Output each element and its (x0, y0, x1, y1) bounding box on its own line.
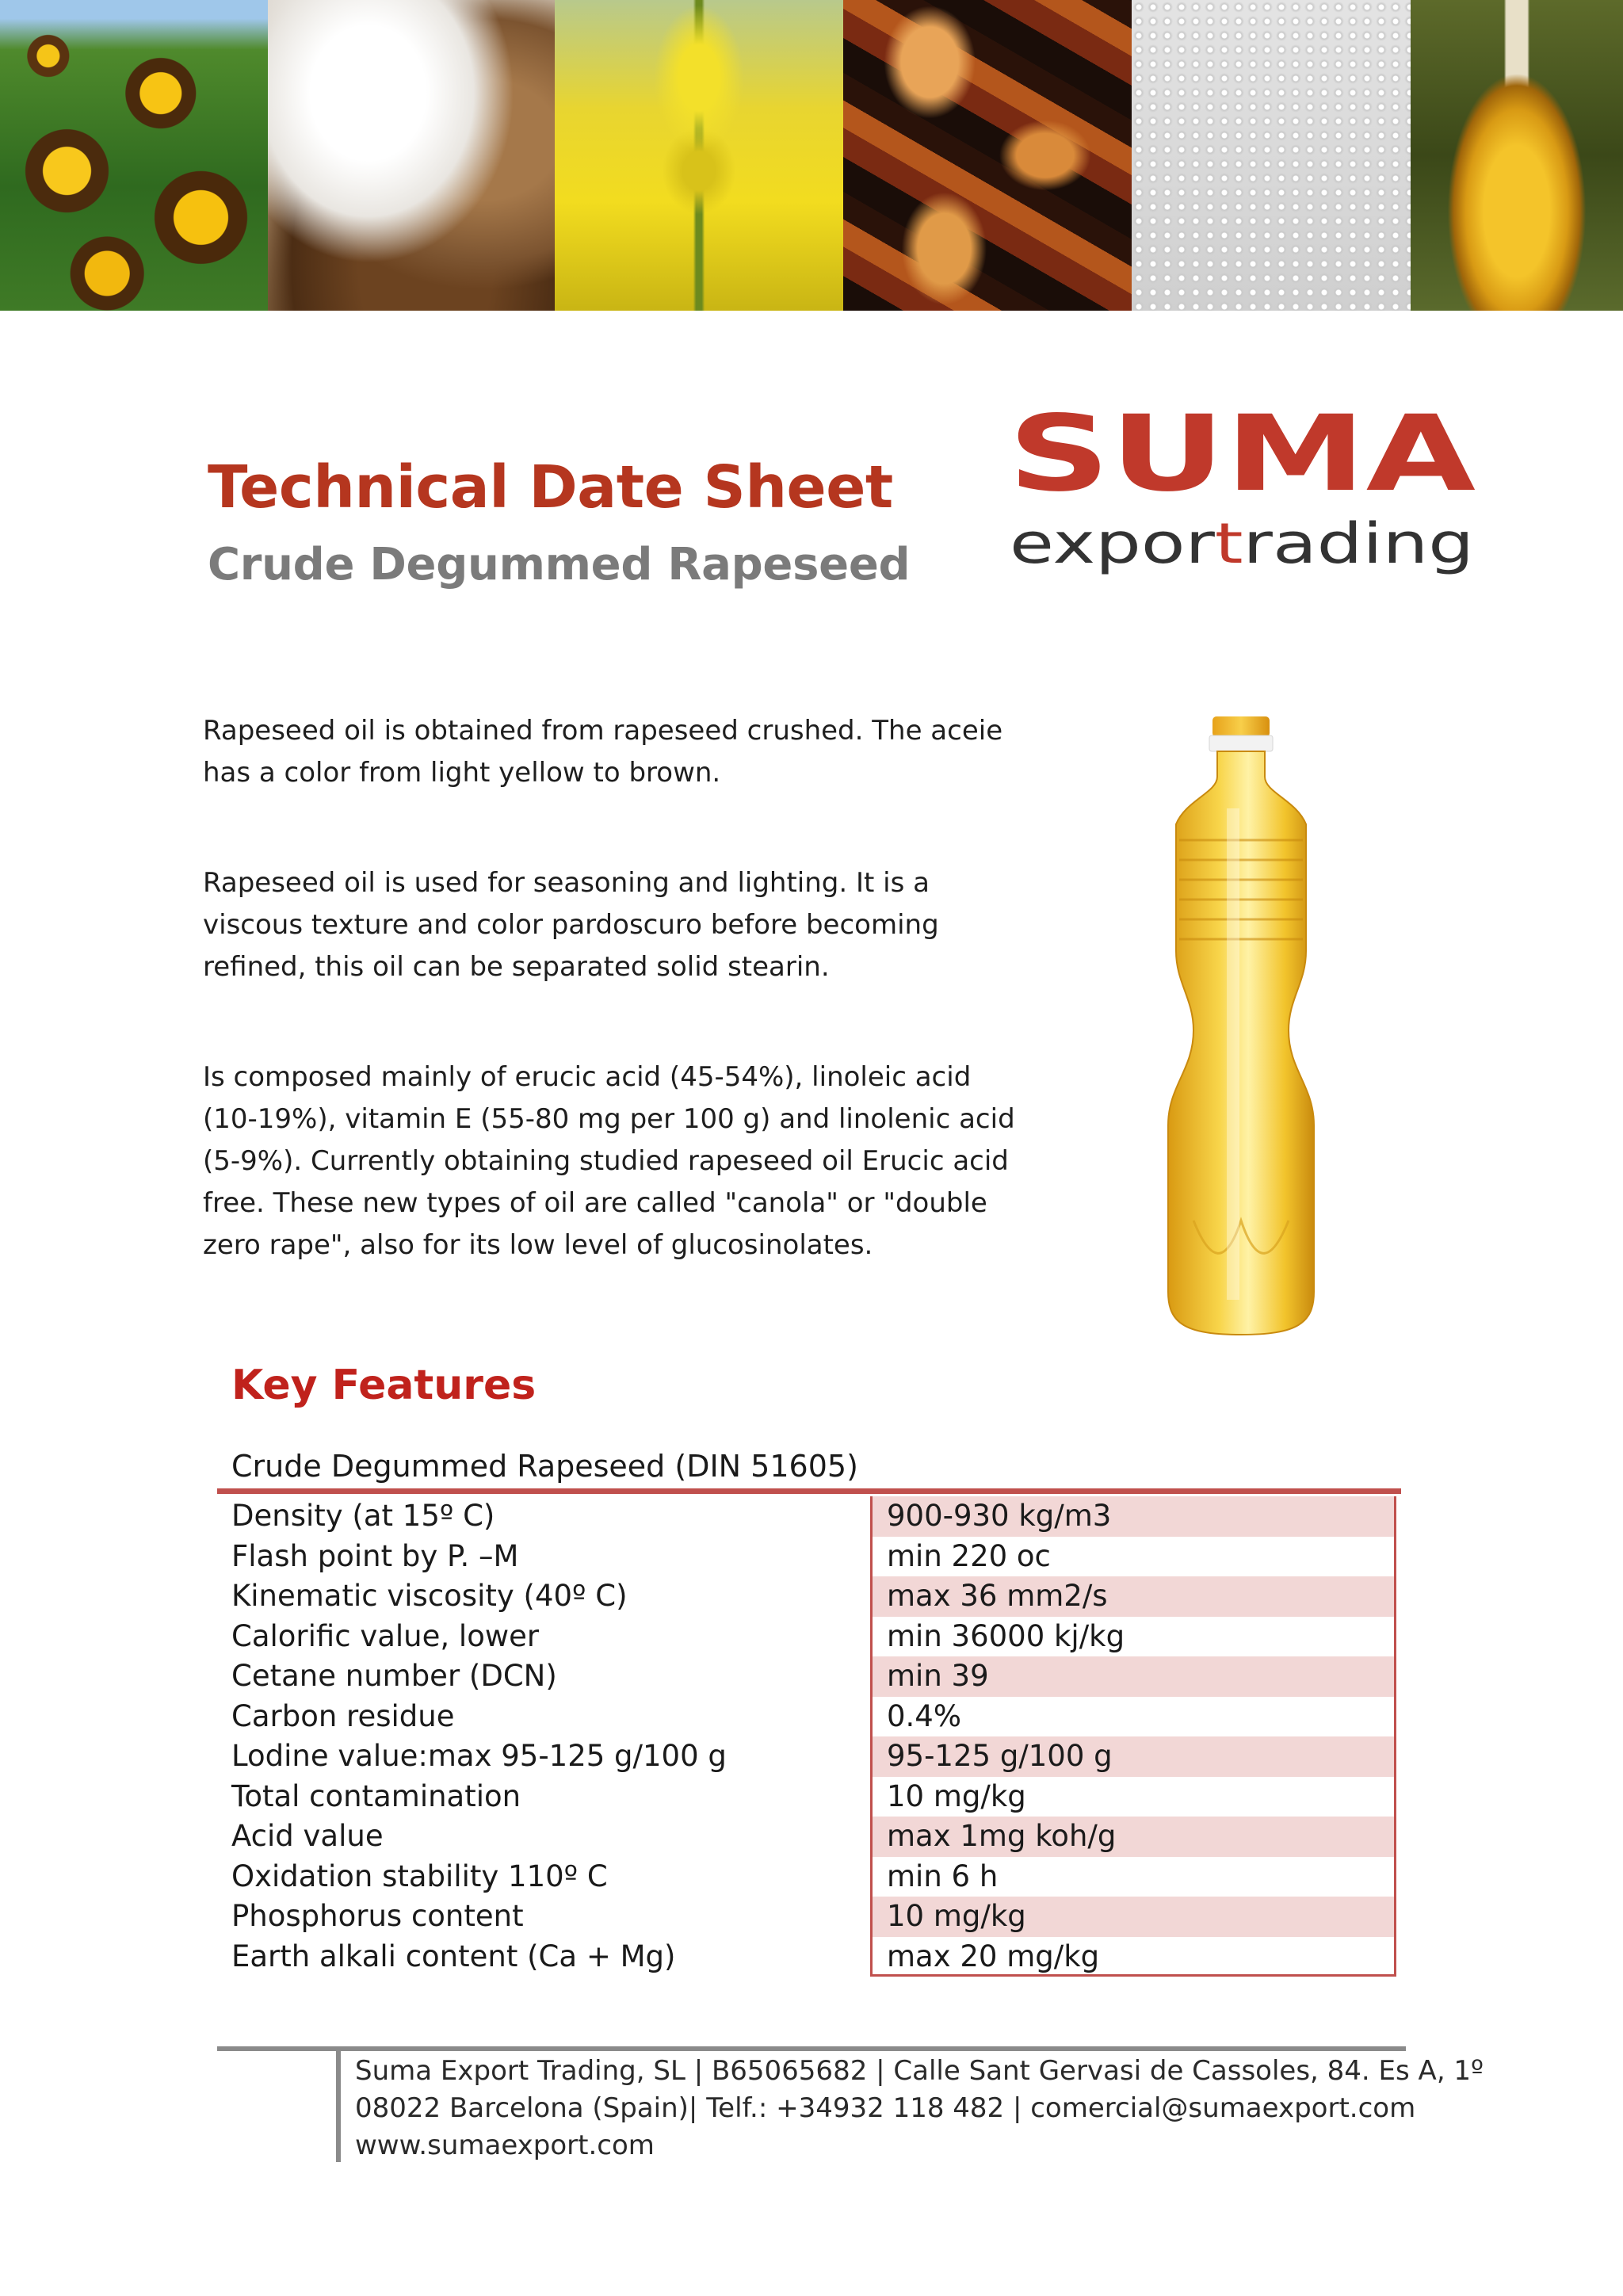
spec-value: max 20 mg/kg (870, 1937, 1396, 1977)
spec-label: Flash point by P. –M (231, 1538, 519, 1573)
description-paragraph: Rapeseed oil is obtained from rapeseed crushed. The aceie has a color from light yellow to brown. (203, 715, 1003, 789)
logo-tagline-part2: rading (1243, 511, 1421, 576)
sugar-and-flour-photo (268, 0, 555, 311)
spec-value: min 220 oc (870, 1537, 1396, 1577)
document-subtitle: Crude Degummed Rapeseed (208, 539, 911, 590)
spec-label: Lodine value:max 95-125 g/100 g (231, 1739, 727, 1773)
spec-value: 900-930 kg/m3 (870, 1496, 1396, 1537)
table-row (217, 1656, 1396, 1697)
spec-label: Earth alkali content (Ca + Mg) (231, 1939, 676, 1973)
table-row (217, 1857, 1396, 1897)
logo-tagline (1010, 511, 1474, 576)
spec-value: min 39 (870, 1656, 1396, 1697)
spec-value: min 36000 kj/kg (870, 1617, 1396, 1657)
spec-label: Total contamination (231, 1778, 521, 1813)
spec-value: 10 mg/kg (870, 1897, 1396, 1937)
company-footer (355, 2053, 1484, 2164)
logo-brand-text: SUMA (1008, 396, 1476, 515)
spec-value: 0.4% (870, 1697, 1396, 1737)
table-row (217, 1496, 1396, 1537)
logo-tagline-part1: expor (1010, 511, 1168, 576)
table-row (217, 1617, 1396, 1657)
spec-value: max 1mg koh/g (870, 1817, 1396, 1857)
rapeseed-flowers-photo (555, 0, 843, 311)
description-paragraph: Rapeseed oil is used for seasoning and lighting. It is a viscous texture and color pardoscuro before becoming refined, this oil can be separated solid stearin. (203, 867, 939, 983)
footer-company-line: Suma Export Trading, SL | B65065682 | Calle Sant Gervasi de Cassoles, 84. Es A, 1º (355, 2055, 1484, 2087)
document-title: Technical Date Sheet (208, 453, 893, 521)
specifications-table (217, 1496, 1396, 1977)
sunflowers-photo (0, 0, 268, 311)
spec-label: Phosphorus content (231, 1899, 524, 1933)
footer-vertical-rule (336, 2051, 341, 2162)
spec-label: Acid value (231, 1819, 384, 1853)
oil-barrels-photo (843, 0, 1132, 311)
spec-label: Carbon residue (231, 1698, 455, 1733)
oil-flask-photo (1411, 0, 1623, 311)
table-row (217, 1736, 1396, 1777)
table-row (217, 1897, 1396, 1937)
oil-bottle-photo (1138, 713, 1344, 1339)
table-row (217, 1777, 1396, 1817)
spec-label: Kinematic viscosity (40º C) (231, 1579, 628, 1613)
specifications-caption: Crude Degummed Rapeseed (DIN 51605) (231, 1449, 858, 1484)
table-row (217, 1576, 1396, 1617)
spec-value: 95-125 g/100 g (870, 1736, 1396, 1777)
table-row (217, 1937, 1396, 1977)
table-row (217, 1817, 1396, 1857)
description-paragraph: Is composed mainly of erucic acid (45-54%), linoleic acid (10-19%), vitamin E (55-80 mg per 100 g) and linolenic acid (5-9%). Currently obtaining studied rapeseed oil Erucic acid free. These new types of oil are called "canola" or "double zero rape", also for its low level of glucosinolates. (203, 1061, 1015, 1261)
spec-value: min 6 h (870, 1857, 1396, 1897)
spec-label: Calorific value, lower (231, 1618, 540, 1653)
white-pellets-photo (1132, 0, 1411, 311)
product-description (203, 710, 1027, 1335)
table-top-rule (217, 1488, 1401, 1494)
footer-website-line: www.sumaexport.com (355, 2130, 655, 2161)
footer-rule (217, 2046, 1406, 2051)
footer-contact-line: 08022 Barcelona (Spain)| Telf.: +34932 118 482 | comercial@sumaexport.com (355, 2092, 1416, 2124)
spec-label: Cetane number (DCN) (231, 1659, 557, 1693)
suma-export-trading-logo (1005, 396, 1480, 586)
spec-label: Oxidation stability 110º C (231, 1859, 608, 1893)
table-row (217, 1537, 1396, 1577)
header-photo-banner (0, 0, 1623, 311)
table-row (217, 1697, 1396, 1737)
spec-value: max 36 mm2/s (870, 1576, 1396, 1617)
logo-tagline-accent: t (1214, 511, 1237, 576)
spec-label: Density (at 15º C) (231, 1499, 495, 1533)
key-features-heading: Key Features (231, 1362, 537, 1409)
spec-value: 10 mg/kg (870, 1777, 1396, 1817)
